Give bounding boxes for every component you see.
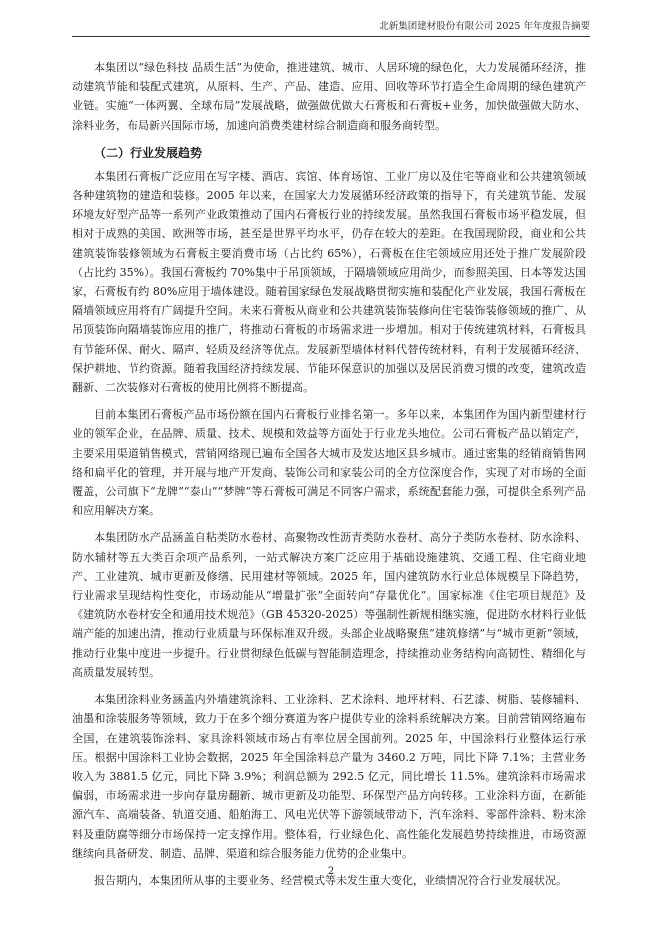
summary-paragraph: 报告期内，本集团所从事的主要业务、经营模式等未发生重大变化，业绩情况符合行业发展状况。	[94, 873, 567, 887]
gypsum-board-paragraph: 本集团石膏板广泛应用在写字楼、酒店、宾馆、体育场馆、工业厂房以及住宅等商业和公共建筑领域各种建筑物的建造和装修。2005 年以来，在国家大力发展循环经济政策的指导下，有关建筑节能、发展环境友好型产品等一系列产业政策推动了国内石膏板行业的持续发展。虽然我国石膏板市场平稳发展，但相对于成熟的美国、欧洲等市场，甚至是世界平均水平，仍存在较大的差距。在我国现阶段，商业和公共建筑装饰装修领域为石膏板主要消费市场（占比约 65%），石膏板在住宅领域应用还处于推广发展阶段（占比约 35%）。我国石膏板约 70%集中于吊顶领域，于隔墙领域应用尚少，而参照美国、日本等发达国家，石膏板有约 80%应用于墙体建设。随着国家绿色发展战略贯彻实施和装配化产业发展，我国石膏板在隔墙领域应用将有广阔提升空间。未来石膏板从商业和公共建筑装饰装修向住宅装饰装修领域的推广、从吊顶装饰向隔墙装饰应用的推广，将推动石膏板的市场需求进一步增加。相对于传统建筑材料，石膏板具有节能环保、耐火、隔声、轻质及经济等优点。发展新型墙体材料代替传统材料，有利于发展循环经济、保护耕地、节约资源。随着我国经济持续发展、节能环保意识的加强以及居民消费习惯的改变，建筑改造翻新、二次装修对石膏板的使用比例将不断提高。	[72, 169, 586, 395]
coatings-paragraph: 本集团涂料业务涵盖内外墙建筑涂料、工业涂料、艺术涂料、地坪材料、石艺漆、树脂、装修辅料、油墨和涂装服务等领域，致力于在多个细分赛道为客户提供专业的涂料系统解决方案。目前营销网络遍布全国，在建筑装饰涂料、家具涂料领域市场占有率位居全国前列。2025 年，中国涂料行业整体运行承压。根据中国涂料工业协会数据，2025 年全国涂料总产量为 3460.2 万吨，同比下降 7.1%；主营业务收入为 3881.5 亿元，同比下降 3.9%；利润总额为 292.5 亿元，同比增长 11.5%。建筑涂料市场需求偏弱，市场需求进一步向存量房翻新、城市更新及功能型、环保型产品方向转移。工业涂料方面，在新能源汽车、高端装备、轨道交通、船舶海工、风电光伏等下游领域带动下，汽车涂料、零部件涂料、粉末涂料及重防腐等细分市场保持一定支撑作用。整体看，行业绿色化、高性能化发展趋势持续推进，市场资源继续向具备研发、制造、品牌、渠道和综合服务能力优势的企业集中。	[72, 693, 586, 860]
waterproofing-paragraph: 本集团防水产品涵盖自粘类防水卷材、高聚物改性沥青类防水卷材、高分子类防水卷材、防水涂料、防水辅材等五大类百余项产品系列，一站式解决方案广泛应用于基础设施建筑、交通工程、住宅商业地产、工业建筑、城市更新及修缮、民用建材等领域。2025 年，国内建筑防水行业总体规模呈下降趋势，行业需求呈现结构性变化，市场动能从“增量扩张”全面转向“存量优化”。国家标准《住宅项目规范》及《建筑防水卷材安全和通用技术规范》（GB 45320-2025）等强制性新规相继实施，促进防水材料行业低端产能的加速出清，推动行业质量与环保标准双升级。头部企业战略聚焦“建筑修缮”与“城市更新”领域，推动行业集中度进一步提升。行业贯彻绿色低碳与智能制造理念，持续推动业务结构向高韧性、精细化与高质量发展转型。	[72, 531, 586, 679]
document-body	[72, 58, 586, 898]
market-share-paragraph: 目前本集团石膏板产品市场份额在国内石膏板行业排名第一。多年以来，本集团作为国内新型建材行业的领军企业，在品牌、质量、技术、规模和效益等方面处于行业龙头地位。公司石膏板产品以销定产，主要采用渠道销售模式，营销网络现已遍布全国各大城市及发达地区县乡城市。通过密集的经销商销售网络和扁平化的管理，并开展与地产开发商、装饰公司和家装公司的全方位深度合作，实现了对市场的全面覆盖，公司旗下“龙牌”“泰山”“梦牌”等石膏板可满足不同客户需求，系统配套能力强，可提供全系列产品和应用解决方案。	[72, 408, 586, 518]
page-number: 2	[327, 866, 335, 877]
report-header	[72, 20, 590, 37]
report-header-title: 北新集团建材股份有限公司 2025 年年度报告摘要	[379, 21, 590, 32]
strategy-paragraph: 本集团以“绿色科技 品质生活”为使命，推进建筑、城市、人居环境的绿色化，大力发展循环经济，推动建筑节能和装配式建筑，从原料、生产、产品、建造、应用、回收等环节打造全生命周期的绿色建筑产业链。实施“一体两翼、全球布局”发展战略，做强做优做大石膏板和石膏板+业务，加快做强做大防水、涂料业务，布局新兴国际市场，加速向消费类建材综合制造商和服务商转型。	[72, 61, 586, 132]
section-heading-industry-trends: （二）行业发展趋势	[94, 145, 203, 160]
